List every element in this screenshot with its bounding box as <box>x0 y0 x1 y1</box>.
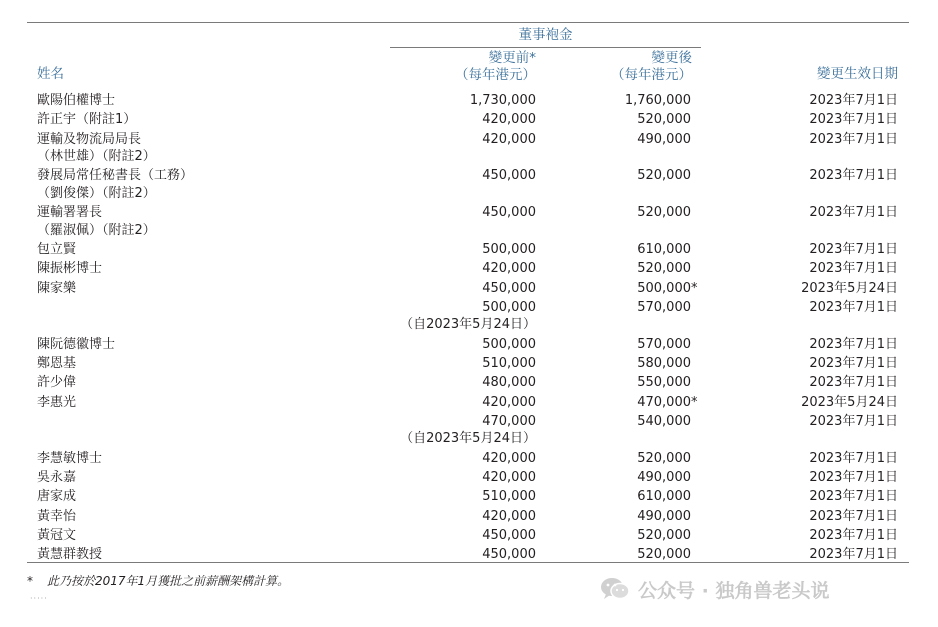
fee-after <box>560 413 691 431</box>
fee-before-note: （自2023年5月24日） <box>400 317 536 333</box>
effective-date: 2023年7月1日 <box>809 413 898 429</box>
fee-after-value: 1,760,000 <box>624 93 691 108</box>
fee-before <box>392 167 536 185</box>
director-name-line: 包立賢 <box>37 241 77 257</box>
fee-after <box>560 374 691 392</box>
director-name-line: 陳振彬博士 <box>37 261 103 277</box>
table-row <box>0 241 938 260</box>
effective-date: 2023年5月24日 <box>801 394 898 410</box>
director-name <box>37 260 102 278</box>
director-name-line: （林世雄）（附註2） <box>37 149 156 165</box>
table-row <box>0 413 938 450</box>
fee-before <box>392 299 536 334</box>
fee-after-value: 490,000 <box>637 131 691 147</box>
fee-before-value: 420,000 <box>482 450 536 466</box>
fee-after <box>560 355 691 373</box>
table-row <box>0 204 938 241</box>
fee-before-value: 470,000 <box>482 413 536 429</box>
fee-after <box>560 167 691 185</box>
director-name-line: 黃冠文 <box>37 527 77 543</box>
fee-after <box>560 92 691 110</box>
fee-after-value: 520,000 <box>637 261 691 277</box>
fee-after-value: 470,000 <box>637 394 691 410</box>
fee-after <box>560 469 691 487</box>
fee-before-value: 500,000 <box>482 241 536 257</box>
fee-before-value: 1,730,000 <box>469 93 536 108</box>
fee-after-value: 520,000 <box>637 527 691 543</box>
fee-before <box>392 92 536 110</box>
effective-date: 2023年7月1日 <box>809 112 898 128</box>
director-name-line: 李慧敏博士 <box>37 450 103 466</box>
fee-after-value: 610,000 <box>637 241 691 257</box>
fee-table-body <box>0 92 938 565</box>
director-name-line: 運輸及物流局局長 <box>37 131 142 147</box>
table-row <box>0 111 938 130</box>
fee-before-value: 420,000 <box>482 394 536 410</box>
fee-before <box>392 413 536 448</box>
fee-after-value: 500,000 <box>637 280 691 296</box>
director-name <box>37 131 156 166</box>
fee-after <box>560 336 691 354</box>
director-name-line: （羅淑佩）（附註2） <box>37 222 156 238</box>
name-column-header: 姓名 <box>37 66 64 82</box>
director-name <box>37 204 156 239</box>
director-name <box>37 355 76 373</box>
effective-date: 2023年7月1日 <box>809 355 898 371</box>
director-name <box>37 394 76 412</box>
director-name <box>37 167 193 202</box>
director-name-line: 李惠光 <box>37 394 77 410</box>
after-column-label: 變更後 <box>651 50 692 66</box>
fee-after <box>560 204 691 222</box>
fee-before <box>392 336 536 354</box>
director-name-line: 黃慧群教授 <box>37 547 103 563</box>
fee-before <box>392 469 536 487</box>
fees-group-header: 董事袍金 <box>518 27 573 43</box>
fee-before <box>392 204 536 222</box>
director-name-line: 歐陽伯權博士 <box>37 93 116 108</box>
effective-date: 2023年7月1日 <box>809 375 898 391</box>
fee-after-value: 520,000 <box>637 450 691 466</box>
fee-before <box>392 260 536 278</box>
fee-before-value: 450,000 <box>482 547 536 563</box>
table-row <box>0 260 938 279</box>
director-name <box>37 527 76 545</box>
fee-after <box>560 241 691 259</box>
director-name-line: 陳阮德徽博士 <box>37 336 116 352</box>
fee-after-value: 520,000 <box>637 168 691 184</box>
fee-after-value: 610,000 <box>637 489 691 505</box>
fee-before-value: 510,000 <box>482 489 536 505</box>
fee-after-value: 520,000 <box>637 205 691 221</box>
fee-after-value: 490,000 <box>637 469 691 485</box>
table-row <box>0 280 938 299</box>
fee-before <box>392 355 536 373</box>
director-name <box>37 336 115 354</box>
fee-before-value: 450,000 <box>482 205 536 221</box>
table-row <box>0 92 938 111</box>
effective-date: 2023年7月1日 <box>809 489 898 505</box>
fee-after-value: 540,000 <box>637 413 691 429</box>
fee-before-value: 420,000 <box>482 112 536 128</box>
director-name-line: 運輸署署長 <box>37 205 103 221</box>
effective-date: 2023年7月1日 <box>809 450 898 466</box>
fee-after <box>560 488 691 506</box>
effective-date: 2023年7月1日 <box>809 261 898 277</box>
fee-before <box>392 280 536 298</box>
footnote-text: 此乃按於2017年1月獲批之前薪酬架構計算。 <box>47 574 290 588</box>
director-name-line: 發展局常任秘書長（工務） <box>37 168 194 184</box>
effective-date: 2023年7月1日 <box>809 508 898 524</box>
director-name-line: 唐家成 <box>37 489 77 505</box>
footnote <box>27 572 289 589</box>
fee-after <box>560 260 691 278</box>
footnote-mark: * <box>27 574 33 588</box>
effective-date: 2023年7月1日 <box>809 131 898 147</box>
fee-after <box>560 111 691 129</box>
table-row <box>0 336 938 355</box>
fee-after: 470,000* <box>637 394 698 410</box>
fee-before <box>392 527 536 545</box>
effective-date: 2023年7月1日 <box>809 336 898 352</box>
fee-before-value: 420,000 <box>482 131 536 147</box>
before-column-label: 變更前* <box>488 50 536 66</box>
before-column-header <box>392 50 536 84</box>
effective-date-column-header: 變更生效日期 <box>817 66 898 82</box>
effective-date: 2023年5月24日 <box>801 280 898 296</box>
fee-before <box>392 508 536 526</box>
fee-before <box>392 131 536 149</box>
director-name <box>37 469 76 487</box>
before-column-unit: （每年港元） <box>455 67 536 83</box>
wechat-icon <box>600 576 630 602</box>
watermark <box>600 575 829 603</box>
fee-before <box>392 450 536 468</box>
after-column-header <box>548 50 692 84</box>
director-name-line: 許少偉 <box>37 375 77 391</box>
fee-before-value: 450,000 <box>482 280 536 296</box>
fees-group-rule <box>390 47 701 48</box>
watermark-text: 公众号 · 独角兽老头说 <box>638 579 830 602</box>
fee-after-value: 580,000 <box>637 355 691 371</box>
fee-after-value: 550,000 <box>637 375 691 391</box>
director-name-line: 陳家樂 <box>37 280 77 296</box>
fee-before <box>392 241 536 259</box>
fee-before-value: 480,000 <box>482 375 536 391</box>
director-name <box>37 280 76 298</box>
fee-before <box>392 111 536 129</box>
director-name-line: 黃幸怡 <box>37 508 77 524</box>
effective-date: 2023年7月1日 <box>809 469 898 485</box>
table-bottom-rule <box>27 562 909 563</box>
fee-after-value: 520,000 <box>637 547 691 563</box>
table-row <box>0 469 938 488</box>
fee-after <box>560 131 691 149</box>
fee-after-value: 490,000 <box>637 508 691 524</box>
director-name <box>37 450 102 468</box>
table-row <box>0 488 938 507</box>
fee-after <box>560 299 691 317</box>
table-row <box>0 355 938 374</box>
director-name-line: （劉俊傑）（附註2） <box>37 185 156 201</box>
fee-after <box>560 527 691 545</box>
table-row <box>0 394 938 413</box>
fee-before-value: 500,000 <box>482 336 536 352</box>
table-top-rule <box>27 22 909 23</box>
fee-before-value: 420,000 <box>482 469 536 485</box>
director-name-line: 鄭恩基 <box>37 355 77 371</box>
fee-before <box>392 394 536 412</box>
director-name <box>37 92 115 110</box>
table-row <box>0 527 938 546</box>
fee-before-value: 450,000 <box>482 168 536 184</box>
fee-before-value: 450,000 <box>482 527 536 543</box>
table-row <box>0 508 938 527</box>
effective-date: 2023年7月1日 <box>809 241 898 257</box>
fee-before-value: 510,000 <box>482 355 536 371</box>
director-name <box>37 508 76 526</box>
effective-date: 2023年7月1日 <box>809 168 898 184</box>
fee-before-value: 420,000 <box>482 261 536 277</box>
fee-after <box>560 508 691 526</box>
fee-after: 500,000* <box>637 280 698 296</box>
table-row <box>0 299 938 336</box>
fee-before-value: 500,000 <box>482 299 536 315</box>
director-name <box>37 241 76 259</box>
table-row <box>0 374 938 393</box>
fee-after-value: 570,000 <box>637 299 691 315</box>
fee-before <box>392 488 536 506</box>
director-name <box>37 374 76 392</box>
effective-date: 2023年7月1日 <box>809 93 898 108</box>
after-column-unit: （每年港元） <box>611 67 692 83</box>
director-name <box>37 488 76 506</box>
effective-date: 2023年7月1日 <box>809 299 898 315</box>
table-row <box>0 167 938 204</box>
fee-before-value: 420,000 <box>482 508 536 524</box>
fee-before <box>392 374 536 392</box>
effective-date: 2023年7月1日 <box>809 527 898 543</box>
dotted-mark: ····· <box>30 594 48 603</box>
table-row <box>0 131 938 168</box>
fee-after <box>560 450 691 468</box>
fee-after-value: 570,000 <box>637 336 691 352</box>
director-name-line: 吳永嘉 <box>37 469 77 485</box>
director-name <box>37 111 136 129</box>
effective-date: 2023年7月1日 <box>809 205 898 221</box>
fee-before-note: （自2023年5月24日） <box>400 431 536 447</box>
effective-date: 2023年7月1日 <box>809 547 898 563</box>
fee-after-value: 520,000 <box>637 112 691 128</box>
table-row <box>0 450 938 469</box>
director-name-line: 許正宇（附註1） <box>37 112 137 128</box>
